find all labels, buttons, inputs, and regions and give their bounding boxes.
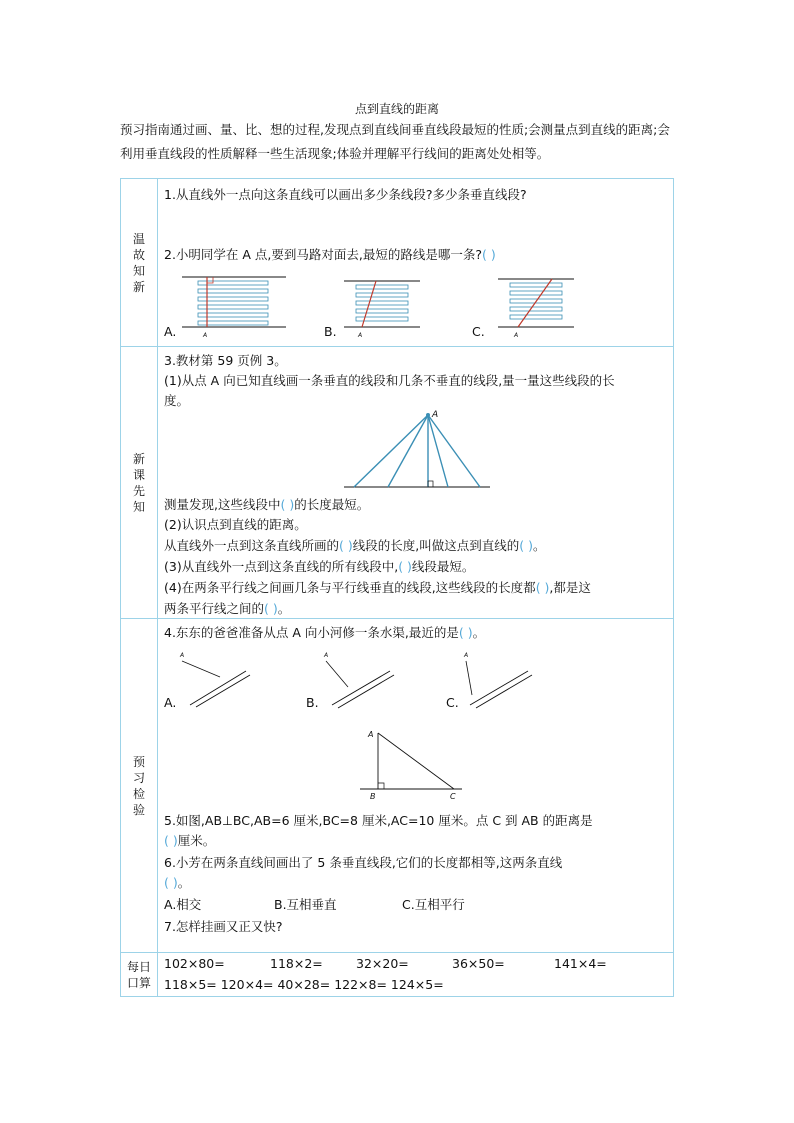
- question-2: 2.小明同学在 A 点,要到马路对面去,最短的路线是哪一条?( ): [164, 247, 496, 262]
- review-content: [158, 179, 674, 347]
- svg-text:A: A: [514, 332, 519, 339]
- answer-blank: ( ): [519, 538, 533, 553]
- check-content: [158, 619, 674, 953]
- option-c: C.: [446, 695, 459, 710]
- svg-text:A: A: [324, 652, 329, 659]
- option-a: A.: [164, 695, 177, 710]
- option-b: B.: [324, 324, 337, 339]
- calc-item: 118×2=: [270, 956, 323, 971]
- answer-blank: ( ): [482, 247, 496, 262]
- option-a: A.: [164, 324, 177, 339]
- answer-blank: ( ): [535, 580, 550, 595]
- question-5: 5.如图,AB⊥BC,AB=6 厘米,BC=8 厘米,AC=10 厘米。点 C 到 AB 的距离是: [164, 813, 593, 828]
- calc-item: 36×50=: [452, 956, 505, 971]
- svg-text:C: C: [450, 792, 456, 801]
- road-figure-b: [344, 279, 424, 341]
- section-label-newlesson: 新 课 先 知: [121, 347, 158, 619]
- measure-finding: 测量发现,这些线段中( )的长度最短。: [164, 497, 370, 512]
- question-4: 4.东东的爸爸准备从点 A 向小河修一条水渠,最近的是( )。: [164, 625, 486, 640]
- question-3-2: (2)认识点到直线的距离。: [164, 517, 307, 532]
- question-6-option-b: B.互相垂直: [274, 897, 337, 912]
- svg-text:A: A: [358, 332, 363, 339]
- question-3-3: (3)从直线外一点到这条直线的所有线段中,( )线段最短。: [164, 559, 475, 574]
- answer-blank: ( ): [164, 875, 178, 890]
- preview-guide: 预习指南通过画、量、比、想的过程,发现点到直线间垂直线段最短的性质;会测量点到直线的距离;会利用垂直线段的性质解释一些生活现象;体验并理解平行线间的距离处处相等。: [120, 122, 670, 161]
- calc-item: 102×80=: [164, 956, 225, 971]
- calc-row-1: [158, 953, 673, 974]
- calc-item: 141×4=: [554, 956, 607, 971]
- section-label-daily: 每日 口算: [121, 953, 158, 997]
- answer-blank: ( ): [264, 601, 278, 616]
- question-6-option-a: A.相交: [164, 897, 202, 912]
- svg-text:A: A: [180, 652, 185, 659]
- question-7: 7.怎样挂画又正又快?: [164, 919, 283, 934]
- page-title: 点到直线的距离: [354, 102, 439, 116]
- road-figure-a: [182, 271, 292, 341]
- option-b: B.: [306, 695, 319, 710]
- definition-line: 从直线外一点到这条直线所画的( )线段的长度,叫做这点到直线的( )。: [164, 538, 546, 553]
- triangle-figure: [358, 731, 468, 811]
- newlesson-content: [158, 347, 674, 619]
- svg-text:A: A: [432, 410, 439, 420]
- calc-item: 32×20=: [356, 956, 409, 971]
- option-c: C.: [472, 324, 485, 339]
- question-3-1: (1)从点 A 向已知直线画一条垂直的线段和几条不垂直的线段,量一量这些线段的长: [164, 373, 615, 388]
- svg-text:A: A: [368, 730, 374, 739]
- answer-blank: ( ): [398, 559, 412, 574]
- daily-calc-content: [158, 953, 674, 997]
- answer-blank: ( ): [458, 625, 473, 640]
- question-6: 6.小芳在两条直线间画出了 5 条垂直线段,它们的长度都相等,这两条直线: [164, 855, 563, 870]
- answer-blank: ( ): [339, 538, 353, 553]
- question-3-4: (4)在两条平行线之间画几条与平行线垂直的线段,这些线段的长度都( ),都是这: [164, 580, 591, 595]
- road-figure-c: [498, 277, 578, 341]
- river-figure-a: [180, 653, 250, 709]
- question-6-option-c: C.互相平行: [402, 897, 465, 912]
- question-3-1-cont: 度。: [164, 393, 190, 408]
- svg-text:A: A: [464, 652, 469, 659]
- section-label-check: 预 习 检 验: [121, 619, 158, 953]
- question-3: 3.教材第 59 页例 3。: [164, 353, 287, 368]
- section-label-review: 温 故 知 新: [121, 179, 158, 347]
- question-6-cont: ( )。: [164, 875, 191, 890]
- question-3-4-cont: 两条平行线之间的( )。: [164, 601, 291, 616]
- svg-text:B: B: [370, 792, 376, 801]
- question-1: 1.从直线外一点向这条直线可以画出多少条线段?多少条垂直线段?: [164, 187, 527, 202]
- calc-row-2: 118×5= 120×4= 40×28= 122×8= 124×5=: [164, 977, 444, 992]
- segments-figure: [344, 411, 494, 491]
- svg-text:A: A: [203, 332, 208, 339]
- question-5-cont: ( )厘米。: [164, 833, 216, 848]
- river-figure-b: [324, 653, 394, 709]
- worksheet-table: [120, 178, 674, 997]
- answer-blank: ( ): [280, 497, 295, 512]
- river-figure-c: [464, 653, 534, 709]
- answer-blank: ( ): [164, 833, 178, 848]
